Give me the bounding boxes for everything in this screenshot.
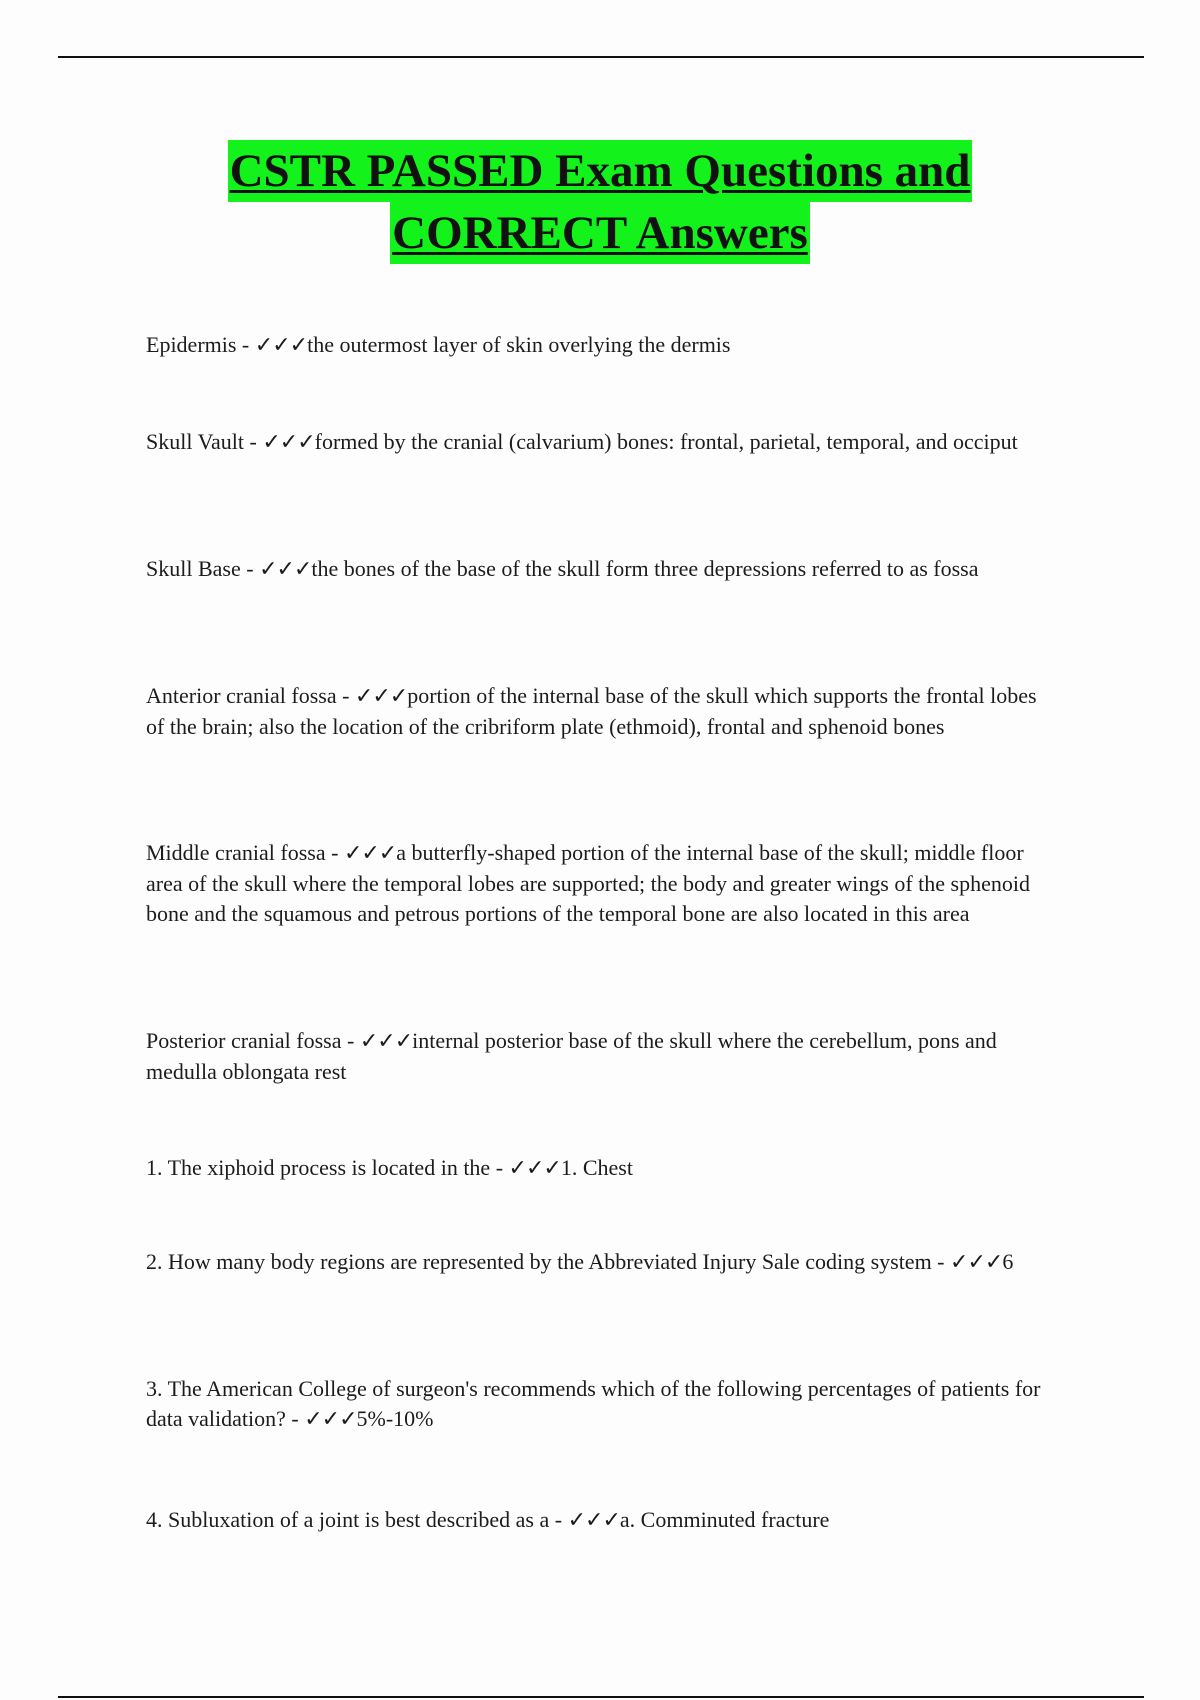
checkmark-icon: ✓✓✓ xyxy=(567,1508,620,1533)
qa-entry xyxy=(146,681,1046,742)
entry-answer: the outermost layer of skin overlying the dermis xyxy=(307,332,731,357)
entry-answer: internal posterior base of the skull where the cerebellum, pons and medulla oblongata rest xyxy=(146,1028,997,1084)
entry-answer: 6 xyxy=(1002,1249,1014,1274)
bottom-rule xyxy=(58,1696,1144,1698)
entry-answer: formed by the cranial (calvarium) bones: frontal, parietal, temporal, and occiput xyxy=(314,429,1018,454)
entry-term: Skull Base - xyxy=(146,556,260,581)
entry-answer: portion of the internal base of the skull which supports the frontal lobes of the brain; also the location of the cribriform plate (ethmoid), frontal and sphenoid bones xyxy=(146,683,1037,739)
entry-term: Skull Vault - xyxy=(146,429,263,454)
checkmark-icon: ✓✓✓ xyxy=(950,1250,1003,1275)
checkmark-icon: ✓✓✓ xyxy=(254,333,308,358)
qa-entry xyxy=(146,1153,1046,1184)
checkmark-icon: ✓✓✓ xyxy=(354,684,408,709)
document-title xyxy=(0,140,1200,264)
entry-term: 3. The American College of surgeon's recommends which of the following percentages of patients for data validation? - xyxy=(146,1376,1041,1431)
qa-entry xyxy=(146,1374,1046,1435)
checkmark-icon: ✓✓✓ xyxy=(259,557,312,582)
entry-term: 4. Subluxation of a joint is best described as a - xyxy=(146,1507,568,1532)
entry-term: Anterior cranial fossa - xyxy=(146,683,355,708)
entry-term: 2. How many body regions are represented by the Abbreviated Injury Sale coding system - xyxy=(146,1249,951,1274)
entry-answer: a. Comminuted fracture xyxy=(619,1507,830,1532)
checkmark-icon: ✓✓✓ xyxy=(508,1156,561,1181)
entry-answer: a butterfly-shaped portion of the internal base of the skull; middle floor area of the skull where the temporal lobes are supported; the body and greater wings of the sphenoid bone and the squamous and petrous portions of the temporal bone are also located in this area xyxy=(146,840,1030,926)
qa-entry xyxy=(146,330,1046,361)
entry-answer: 5%-10% xyxy=(356,1406,434,1431)
entry-term: Middle cranial fossa - xyxy=(146,840,344,865)
checkmark-icon: ✓✓✓ xyxy=(262,430,315,455)
qa-entry xyxy=(146,554,1046,585)
entry-term: Epidermis - xyxy=(146,332,255,357)
top-rule xyxy=(58,56,1144,58)
title-line-2: CORRECT Answers xyxy=(390,202,810,264)
qa-entry xyxy=(146,1026,1046,1087)
entry-answer: the bones of the base of the skull form three depressions referred to as fossa xyxy=(311,556,979,581)
entry-term: 1. The xiphoid process is located in the - xyxy=(146,1155,509,1180)
checkmark-icon: ✓✓✓ xyxy=(359,1029,413,1054)
checkmark-icon: ✓✓✓ xyxy=(343,841,397,866)
checkmark-icon: ✓✓✓ xyxy=(304,1407,357,1432)
entry-answer: 1. Chest xyxy=(560,1155,633,1180)
qa-entry xyxy=(146,838,1046,929)
qa-entry xyxy=(146,1247,1046,1278)
title-line-1: CSTR PASSED Exam Questions and xyxy=(228,140,973,202)
qa-entry xyxy=(146,1505,1046,1536)
entry-term: Posterior cranial fossa - xyxy=(146,1028,360,1053)
qa-entry xyxy=(146,427,1046,458)
